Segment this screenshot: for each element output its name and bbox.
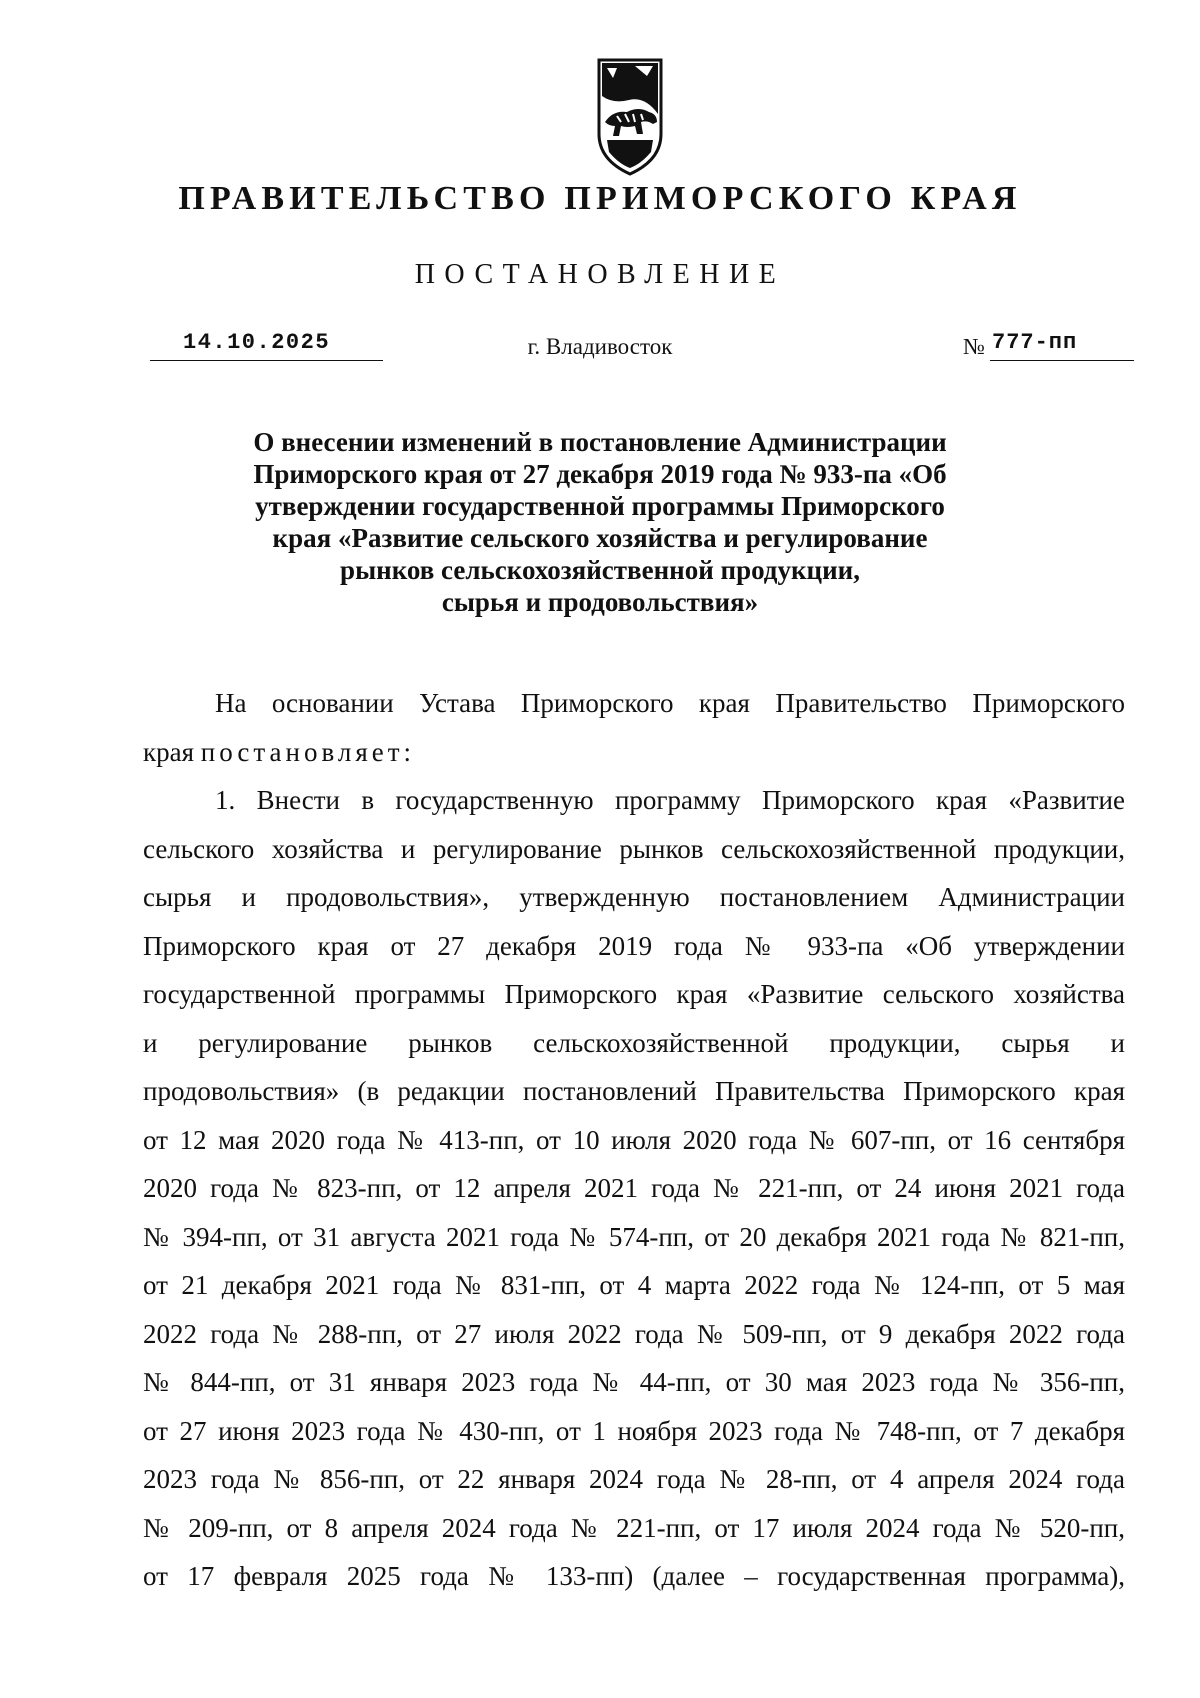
title-line: утверждении государственной программы Приморского (255, 491, 945, 521)
title-line: рынков сельскохозяйственной продукции, (340, 555, 860, 585)
body-text: края (143, 736, 201, 767)
body-line: 2022 года № 288-пп, от 27 июля 2022 года № 509-пп, от 9 декабря 2022 года (143, 1318, 1125, 1349)
document-number-field (990, 330, 1134, 361)
coat-of-arms-icon (577, 56, 683, 178)
body-line: сырья и продовольствия», утвержденную постановлением Администрации (143, 882, 1125, 912)
title-line: Приморского края от 27 декабря 2019 года № 933-па «Об (253, 459, 947, 489)
body-line: от 17 февраля 2025 года № 133-пп) (далее – государственная программа), (143, 1561, 1125, 1591)
body-line: продовольствия» (в редакции постановлений Правительства Приморского края (143, 1076, 1125, 1106)
body-line: № 209-пп, от 8 апреля 2024 года № 221-пп, от 17 июля 2024 года № 520-пп, (143, 1512, 1125, 1543)
body-line: 1. Внести в государственную программу Приморского края «Развитие (215, 785, 1125, 815)
title-line: О внесении изменений в постановление Администрации (253, 427, 947, 457)
body-line: 2020 года № 823-пп, от 12 апреля 2021 года № 221-пп, от 24 июня 2021 года (143, 1173, 1125, 1203)
document-body (143, 686, 1125, 1608)
body-line: На основании Устава Приморского края Правительство Приморского (215, 688, 1125, 718)
resolves-word: постановляет: (200, 736, 416, 767)
body-line: от 27 июня 2023 года № 430-пп, от 1 ноября 2023 года № 748-пп, от 7 декабря (143, 1415, 1125, 1446)
body-line: и регулирование рынков сельскохозяйственной продукции, сырья и (143, 1027, 1125, 1058)
government-name: ПРАВИТЕЛЬСТВО ПРИМОРСКОГО КРАЯ (178, 180, 1022, 217)
body-line: № 394-пп, от 31 августа 2021 года № 574-пп, от 20 декабря 2021 года № 821-пп, (143, 1221, 1125, 1252)
number-sign: № (963, 334, 985, 359)
body-line (143, 735, 1125, 784)
title-line: края «Развитие сельского хозяйства и регулирование (272, 523, 928, 553)
document-type: ПОСТАНОВЛЕНИЕ (414, 259, 786, 290)
body-line: Приморского края от 27 декабря 2019 года № 933-па «Об утверждении (143, 930, 1125, 961)
body-line: сельского хозяйства и регулирование рынков сельскохозяйственной продукции, (143, 833, 1125, 864)
body-line: государственной программы Приморского края «Развитие сельского хозяйства (143, 979, 1125, 1009)
title-line: сырья и продовольствия» (441, 587, 759, 617)
body-line: 2023 года № 856-пп, от 22 января 2024 года № 28-пп, от 4 апреля 2024 года (143, 1464, 1125, 1494)
document-number: 777-пп (992, 330, 1078, 355)
body-line: № 844-пп, от 31 января 2023 года № 44-пп, от 30 мая 2023 года № 356-пп, (143, 1367, 1125, 1397)
document-title (0, 426, 1200, 618)
body-line: от 21 декабря 2021 года № 831-пп, от 4 марта 2022 года № 124-пп, от 5 мая (143, 1270, 1125, 1300)
document-date: 14.10.2025 (183, 330, 331, 355)
body-line: от 12 мая 2020 года № 413-пп, от 10 июля 2020 года № 607-пп, от 16 сентября (143, 1124, 1125, 1155)
city-label: г. Владивосток (527, 334, 673, 359)
